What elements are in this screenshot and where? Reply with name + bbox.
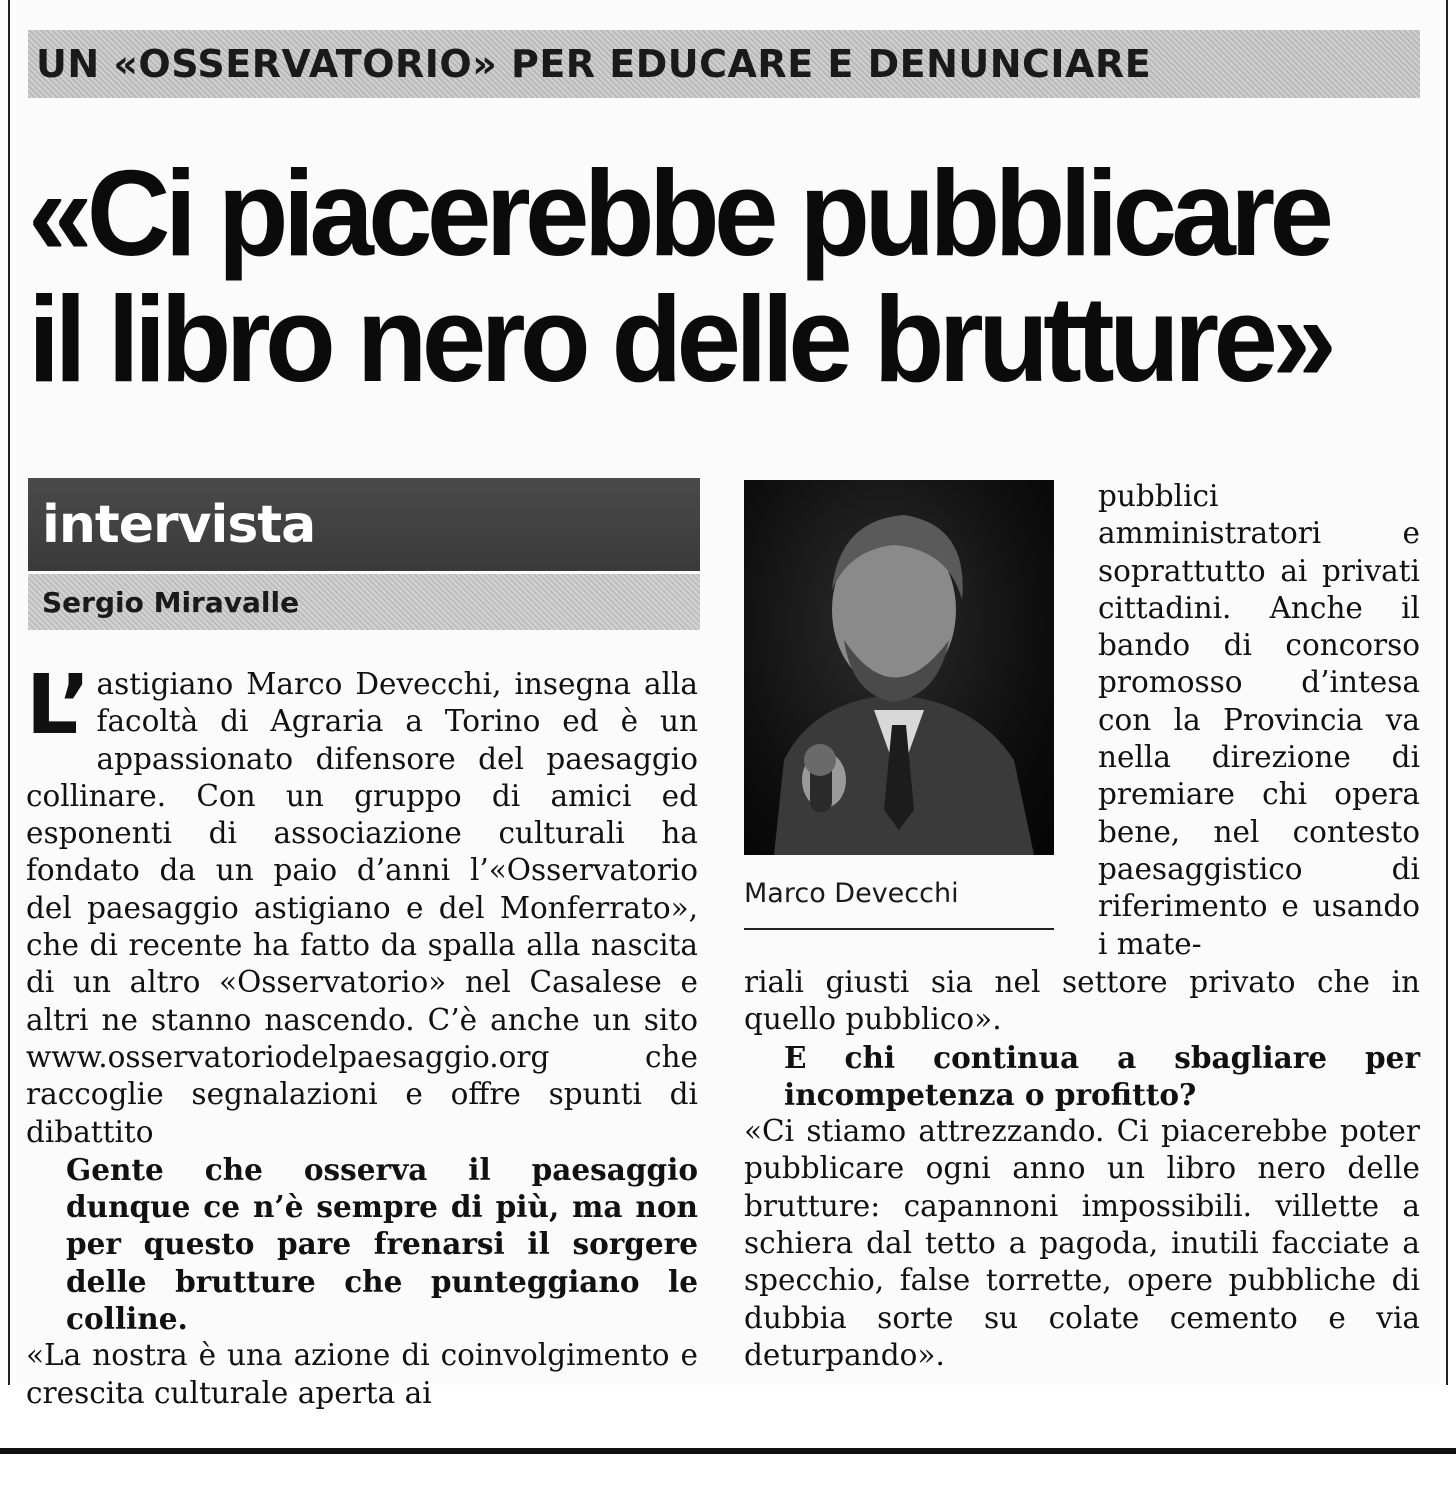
byline-box xyxy=(28,574,700,630)
caption-rule xyxy=(744,928,1054,930)
column-right-top xyxy=(1098,478,1420,963)
bottom-rule xyxy=(0,1448,1456,1454)
portrait-icon xyxy=(744,480,1054,855)
kicker-text: UN «OSSERVATORIO» PER EDUCARE E DENUNCIARE xyxy=(36,42,1152,86)
column-right-bottom xyxy=(744,964,1420,1374)
headline xyxy=(28,145,1368,407)
lead-text: astigiano Marco Devecchi, insegna alla facoltà di Agraria a Torino ed è un appassionato difensore del paesaggio collinare. Con un gruppo di amici ed esponenti di associazione culturali ha fondato da un paio d’anni l’«Osservatorio del paesaggio astigiano e del Monferrato», che di recente ha fatto da spalla alla nascita di un altro «Osservatorio» nel Casalese e altri ne stanno nascendo. C’è anche un sito www.osservatoriodelpaesaggio.org che raccoglie segnalazioni e offre spunti di dibattito xyxy=(26,667,698,1149)
headline-line-1: «Ci piacerebbe pubblicare xyxy=(28,145,1329,281)
answer-1-part-2: pubblici amministratori e soprattutto ai privati cittadini. Anche il bando di concorso promosso d’intesa con la Provincia va nella direzione di premiare chi opera bene, nel contesto paesaggistico di riferimento e usando i mate- xyxy=(1098,479,1420,961)
drop-cap: L’ xyxy=(26,658,91,753)
answer-1-part-1: «La nostra è una azione di coinvolgimento e crescita culturale aperta ai xyxy=(26,1338,698,1410)
photo-caption: Marco Devecchi xyxy=(744,878,959,909)
question-2: E chi continua a sbagliare per incompetenza o profitto? xyxy=(784,1039,1420,1112)
question-1: Gente che osserva il paesaggio dunque ce n’è sempre di più, ma non per questo pare frenarsi il sorgere delle brutture che punteggiano le colline. xyxy=(66,1151,698,1337)
headline-line-2: il libro nero delle brutture» xyxy=(28,271,1331,407)
section-label-box xyxy=(28,478,700,571)
answer-2: «Ci stiamo attrezzando. Ci piacerebbe poter pubblicare ogni anno un libro nero delle brutture: capannoni impossibili. villette a schiera dal tetto a pagoda, inutili facciate a specchio, false torrette, opere pubbliche di dubbia sorte su colate cemento e via deturpando». xyxy=(744,1114,1420,1372)
lead-paragraph xyxy=(26,658,698,1151)
portrait-photo xyxy=(744,480,1054,855)
answer-1-part-3: riali giusti sia nel settore privato che in quello pubblico». xyxy=(744,965,1420,1037)
byline: Sergio Miravalle xyxy=(42,585,300,619)
column-left xyxy=(26,658,698,1412)
section-label: intervista xyxy=(42,494,316,555)
kicker-band xyxy=(28,30,1420,98)
